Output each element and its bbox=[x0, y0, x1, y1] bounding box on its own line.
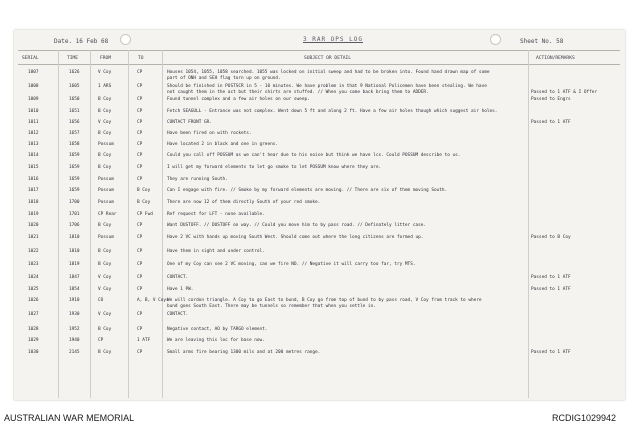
cell-from: B Coy bbox=[98, 327, 112, 332]
cell-serial: 1007 bbox=[28, 70, 39, 75]
cell-serial: 1009 bbox=[28, 97, 39, 102]
cell-detail-line: We will cordon triangle. A Coy to go East to bund, B Coy go from top of bund to by pass road, V Coy from track to where bbox=[167, 298, 482, 303]
cell-time: 1952 bbox=[69, 327, 80, 332]
cell-to: CP bbox=[137, 120, 143, 125]
column-header-from: FROM bbox=[100, 56, 112, 61]
table-row bbox=[14, 70, 625, 82]
cell-to: CP Fwd bbox=[137, 212, 153, 217]
cell-from: B Coy bbox=[98, 165, 112, 170]
cell-to: CP bbox=[137, 235, 143, 240]
cell-detail-line: Want DUSTOFF. // DUSTOFF on way. // Could you move him to by pass road. // Definately litter case. bbox=[167, 223, 427, 228]
cell-to: CP bbox=[137, 262, 143, 267]
cell-remarks: Passed to 1 ATF bbox=[531, 120, 571, 125]
cell-from: Possum bbox=[98, 177, 114, 182]
cell-detail-line: Have 1 PW. bbox=[167, 287, 194, 292]
cell-to: CP bbox=[137, 109, 143, 114]
cell-detail-line: CONTACT FRONT GR. bbox=[167, 120, 212, 125]
cell-remarks: Passed to 1 ATF bbox=[531, 275, 571, 280]
cell-detail-line: We are leaving this loc for base now. bbox=[167, 338, 265, 343]
cell-time: 1706 bbox=[69, 223, 80, 228]
sheet-number: Sheet No. 58 bbox=[520, 38, 564, 45]
cell-to: CP bbox=[137, 249, 143, 254]
column-header-to: TO bbox=[138, 56, 144, 61]
cell-from: B Coy bbox=[98, 109, 112, 114]
cell-serial: 1015 bbox=[28, 165, 39, 170]
cell-detail-line: They are running South. bbox=[167, 177, 228, 182]
cell-from: B Coy bbox=[98, 97, 112, 102]
cell-from: Possum bbox=[98, 200, 114, 205]
cell-time: 1650 bbox=[69, 97, 80, 102]
cell-serial: 1028 bbox=[28, 327, 39, 332]
cell-from: Possum bbox=[98, 142, 114, 147]
cell-from: 1 ARS bbox=[98, 84, 112, 89]
cell-serial: 1008 bbox=[28, 84, 39, 89]
cell-serial: 1016 bbox=[28, 177, 39, 182]
cell-serial: 1018 bbox=[28, 200, 39, 205]
cell-time: 1854 bbox=[69, 287, 80, 292]
column-header-subject: SUBJECT OR DETAIL bbox=[304, 56, 352, 61]
cell-serial: 1027 bbox=[28, 312, 39, 317]
cell-serial: 1013 bbox=[28, 142, 39, 147]
cell-time: 1657 bbox=[69, 131, 80, 136]
table-row bbox=[14, 338, 625, 350]
table-row bbox=[14, 223, 625, 235]
cell-time: 1658 bbox=[69, 142, 80, 147]
cell-serial: 1012 bbox=[28, 131, 39, 136]
table-row bbox=[14, 200, 625, 212]
cell-detail-line: part of ONH and SEH flag torn up on ground. bbox=[167, 76, 281, 81]
cell-detail-line: Can I engage with fire. // Smoke by my forward elements are moving. // There are six of them moving South. bbox=[167, 188, 448, 193]
cell-serial: 1026 bbox=[28, 298, 39, 303]
cell-time: 1701 bbox=[69, 212, 80, 217]
cell-from: V Coy bbox=[98, 120, 112, 125]
cell-from: V Coy bbox=[98, 70, 112, 75]
cell-time: 1819 bbox=[69, 262, 80, 267]
cell-from: CP Rear bbox=[98, 212, 117, 217]
cell-serial: 1024 bbox=[28, 275, 39, 280]
cell-detail-line: Have been fired on with rockets. bbox=[167, 131, 252, 136]
cell-to: CP bbox=[137, 327, 143, 332]
cell-time: 1659 bbox=[69, 188, 80, 193]
cell-remarks: Passed to 1 ATF bbox=[531, 287, 571, 292]
date-label: Date. 16 Feb 68 bbox=[54, 38, 109, 45]
archive-credit: AUSTRALIAN WAR MEMORIAL bbox=[4, 413, 135, 423]
cell-time: 1651 bbox=[69, 109, 80, 114]
table-row bbox=[14, 262, 625, 274]
cell-to: A, B, V Coys bbox=[137, 298, 169, 303]
table-row bbox=[14, 153, 625, 165]
cell-to: CP bbox=[137, 142, 143, 147]
cell-serial: 1021 bbox=[28, 235, 39, 240]
cell-detail-line: CONTACT. bbox=[167, 312, 189, 317]
cell-detail-line: Have 2 VC with hands up moving South West. Should come out where the long citizens are formed up. bbox=[167, 235, 424, 240]
header-rule-bottom bbox=[18, 64, 620, 65]
cell-from: B Coy bbox=[98, 350, 112, 355]
cell-to: CP bbox=[137, 84, 143, 89]
cell-serial: 1017 bbox=[28, 188, 39, 193]
cell-detail-line: Small arms fire bearing 1300 mils and at 200 metres range. bbox=[167, 350, 321, 355]
cell-serial: 1014 bbox=[28, 153, 39, 158]
cell-from: V Coy bbox=[98, 312, 112, 317]
cell-time: 1605 bbox=[69, 84, 80, 89]
cell-serial: 1020 bbox=[28, 223, 39, 228]
cell-detail-line: There are now 12 of them directly South of your red smoke. bbox=[167, 200, 321, 205]
cell-to: CP bbox=[137, 223, 143, 228]
cell-from: Possum bbox=[98, 235, 114, 240]
column-header-serial: SERIAL bbox=[22, 56, 39, 61]
cell-time: 1656 bbox=[69, 120, 80, 125]
archive-reference: RCDIG1029942 bbox=[552, 413, 617, 423]
table-row bbox=[14, 188, 625, 200]
table-row bbox=[14, 275, 625, 287]
cell-detail-line: CONTACT. bbox=[167, 275, 189, 280]
cell-time: 1700 bbox=[69, 200, 80, 205]
table-row bbox=[14, 312, 625, 324]
punch-hole bbox=[490, 34, 501, 45]
cell-detail-line: One of my Coy can see 2 VC moving, can we fire NO. // Negative it will carry too far, try MTS. bbox=[167, 262, 416, 267]
cell-to: CP bbox=[137, 350, 143, 355]
cell-detail-line: Could you call off POSSUM as we can't hear due to his noise but think we have lcs. Could POSSUM describe to us. bbox=[167, 153, 461, 158]
cell-serial: 1019 bbox=[28, 212, 39, 217]
cell-from: B Coy bbox=[98, 262, 112, 267]
cell-from: CO bbox=[98, 298, 104, 303]
cell-from: V Coy bbox=[98, 287, 112, 292]
cell-time: 1810 bbox=[69, 249, 80, 254]
cell-time: 1910 bbox=[69, 298, 80, 303]
column-header-remarks: ACTION/REMARKS bbox=[536, 56, 575, 61]
cell-to: B Coy bbox=[137, 188, 151, 193]
cell-to: CP bbox=[137, 165, 143, 170]
cell-serial: 1011 bbox=[28, 120, 39, 125]
header-rule-top bbox=[18, 50, 620, 51]
cell-to: CP bbox=[137, 287, 143, 292]
cell-from: B Coy bbox=[98, 223, 112, 228]
cell-time: 1659 bbox=[69, 165, 80, 170]
table-row bbox=[14, 84, 625, 96]
cell-from: V Coy bbox=[98, 275, 112, 280]
cell-serial: 1023 bbox=[28, 262, 39, 267]
log-sheet bbox=[14, 30, 625, 400]
table-row bbox=[14, 249, 625, 261]
cell-remarks: Passed to 1 ATF bbox=[531, 350, 571, 355]
cell-time: 1626 bbox=[69, 70, 80, 75]
cell-time: 2145 bbox=[69, 350, 80, 355]
cell-from: CP bbox=[98, 338, 104, 343]
cell-time: 1659 bbox=[69, 153, 80, 158]
cell-remarks: Passed to Engrs bbox=[531, 97, 571, 102]
table-row bbox=[14, 298, 625, 310]
cell-time: 1810 bbox=[69, 235, 80, 240]
cell-time: 1659 bbox=[69, 177, 80, 182]
cell-time: 1940 bbox=[69, 338, 80, 343]
table-row bbox=[14, 97, 625, 109]
cell-serial: 1030 bbox=[28, 350, 39, 355]
cell-detail-line: Houses 1054, 1055, 1058 searched. 1055 was locked on initial sweep and had to be broken into. Found hand drawn map of some bbox=[167, 70, 490, 75]
cell-detail-line: Negative contact, AO by TARGO element. bbox=[167, 327, 268, 332]
cell-to: B Coy bbox=[137, 200, 151, 205]
cell-detail-line: Found tunnel complex and a few air holes on our sweep. bbox=[167, 97, 310, 102]
column-header-time: TIME bbox=[67, 56, 79, 61]
cell-serial: 1029 bbox=[28, 338, 39, 343]
cell-serial: 1022 bbox=[28, 249, 39, 254]
cell-detail-line: bund goes South East. There may be tunnels so remember that when you settle in. bbox=[167, 304, 376, 309]
cell-to: CP bbox=[137, 177, 143, 182]
cell-detail-line: Have located 2 in black and one in greens. bbox=[167, 142, 279, 147]
table-row bbox=[14, 165, 625, 177]
page-title: 3 RAR OPS LOG bbox=[303, 36, 363, 43]
cell-detail-line: I will get my forward elements to let go smoke to let POSSUM know where they are. bbox=[167, 165, 382, 170]
cell-from: B Coy bbox=[98, 153, 112, 158]
cell-detail-line: Fetch SEAGULL - Entrance was not complex. Went down 5 ft and along 2 ft. Have a few air holes though which suggest air holes. bbox=[167, 109, 498, 114]
cell-to: CP bbox=[137, 312, 143, 317]
table-row bbox=[14, 350, 625, 362]
cell-from: Possum bbox=[98, 188, 114, 193]
cell-to: CP bbox=[137, 131, 143, 136]
cell-detail-line: not caught them in the act but their shirts are stuffed. // When you come back bring them to ADDER. bbox=[167, 90, 429, 95]
punch-hole bbox=[120, 34, 131, 45]
cell-to: CP bbox=[137, 153, 143, 158]
cell-serial: 1025 bbox=[28, 287, 39, 292]
cell-detail-line: Should be finished in POSTSCR in 5 - 10 minutes. We have problem in that 9 National Policemen have been stealing. We have bbox=[167, 84, 487, 89]
cell-to: CP bbox=[137, 97, 143, 102]
cell-remarks: Passed to B Coy bbox=[531, 235, 571, 240]
cell-from: B Coy bbox=[98, 249, 112, 254]
cell-detail-line: Ref request for LFT - none available. bbox=[167, 212, 265, 217]
cell-detail-line: Have them in sight and under control. bbox=[167, 249, 265, 254]
cell-time: 1847 bbox=[69, 275, 80, 280]
cell-serial: 1010 bbox=[28, 109, 39, 114]
cell-to: 1 ATF bbox=[137, 338, 151, 343]
cell-time: 1930 bbox=[69, 312, 80, 317]
cell-from: B Coy bbox=[98, 131, 112, 136]
table-row bbox=[14, 235, 625, 247]
cell-to: CP bbox=[137, 275, 143, 280]
cell-to: CP bbox=[137, 70, 143, 75]
cell-remarks: Passed to 1 ATF & I Offer bbox=[531, 90, 598, 95]
